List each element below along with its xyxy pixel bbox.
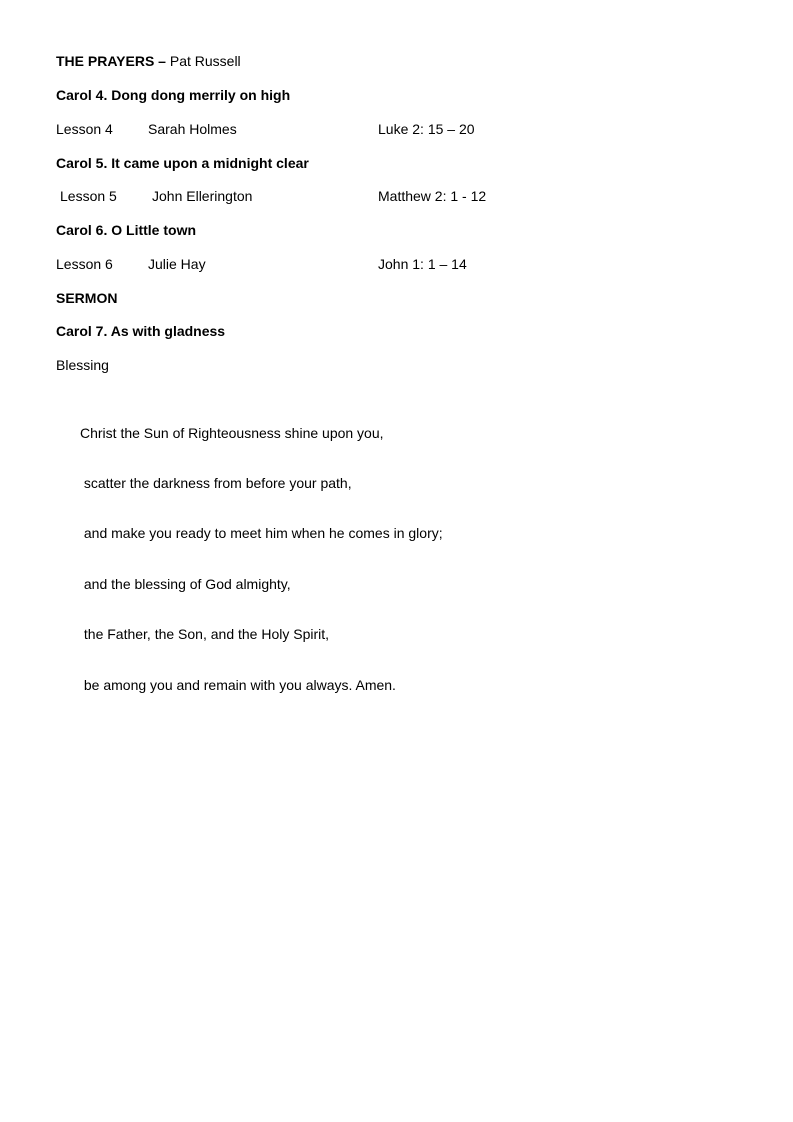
blessing-line: and the blessing of God almighty, (80, 575, 291, 592)
lesson-4-reader: Sarah Holmes (148, 121, 237, 137)
prayers-line (56, 53, 241, 70)
lesson-4-row (56, 121, 556, 138)
prayers-heading: THE PRAYERS – (56, 53, 166, 69)
lesson-5-reader: John Ellerington (152, 188, 253, 204)
blessing-line: and make you ready to meet him when he comes in glory; (80, 525, 443, 542)
blessing-line: the Father, the Son, and the Holy Spirit, (80, 626, 330, 643)
lesson-6-label: Lesson 6 (56, 256, 113, 272)
carol-7-title: Carol 7. As with gladness (56, 323, 226, 339)
sermon-heading: SERMON (56, 290, 118, 306)
lesson-6-reading: John 1: 1 – 14 (378, 256, 467, 272)
blessing-line: Christ the Sun of Righteousness shine upon you, (80, 424, 384, 441)
blessing-text (80, 391, 443, 710)
blessing-line: be among you and remain with you always. Amen. (80, 676, 396, 693)
blessing-line: scatter the darkness from before your path, (80, 474, 352, 491)
prayers-leader: Pat Russell (165, 53, 241, 69)
lesson-4-reading: Luke 2: 15 – 20 (378, 121, 475, 137)
lesson-5-row (56, 188, 556, 205)
lesson-5-label: Lesson 5 (60, 188, 117, 204)
lesson-6-reader: Julie Hay (148, 256, 206, 272)
lesson-5-reading: Matthew 2: 1 - 12 (378, 188, 487, 204)
blessing-title: Blessing (56, 357, 109, 373)
carol-6-title: Carol 6. O Little town (56, 222, 197, 238)
carol-5-title: Carol 5. It came upon a midnight clear (56, 155, 309, 171)
lesson-6-row (56, 256, 556, 273)
lesson-4-label: Lesson 4 (56, 121, 113, 137)
carol-4-title: Carol 4. Dong dong merrily on high (56, 87, 291, 103)
